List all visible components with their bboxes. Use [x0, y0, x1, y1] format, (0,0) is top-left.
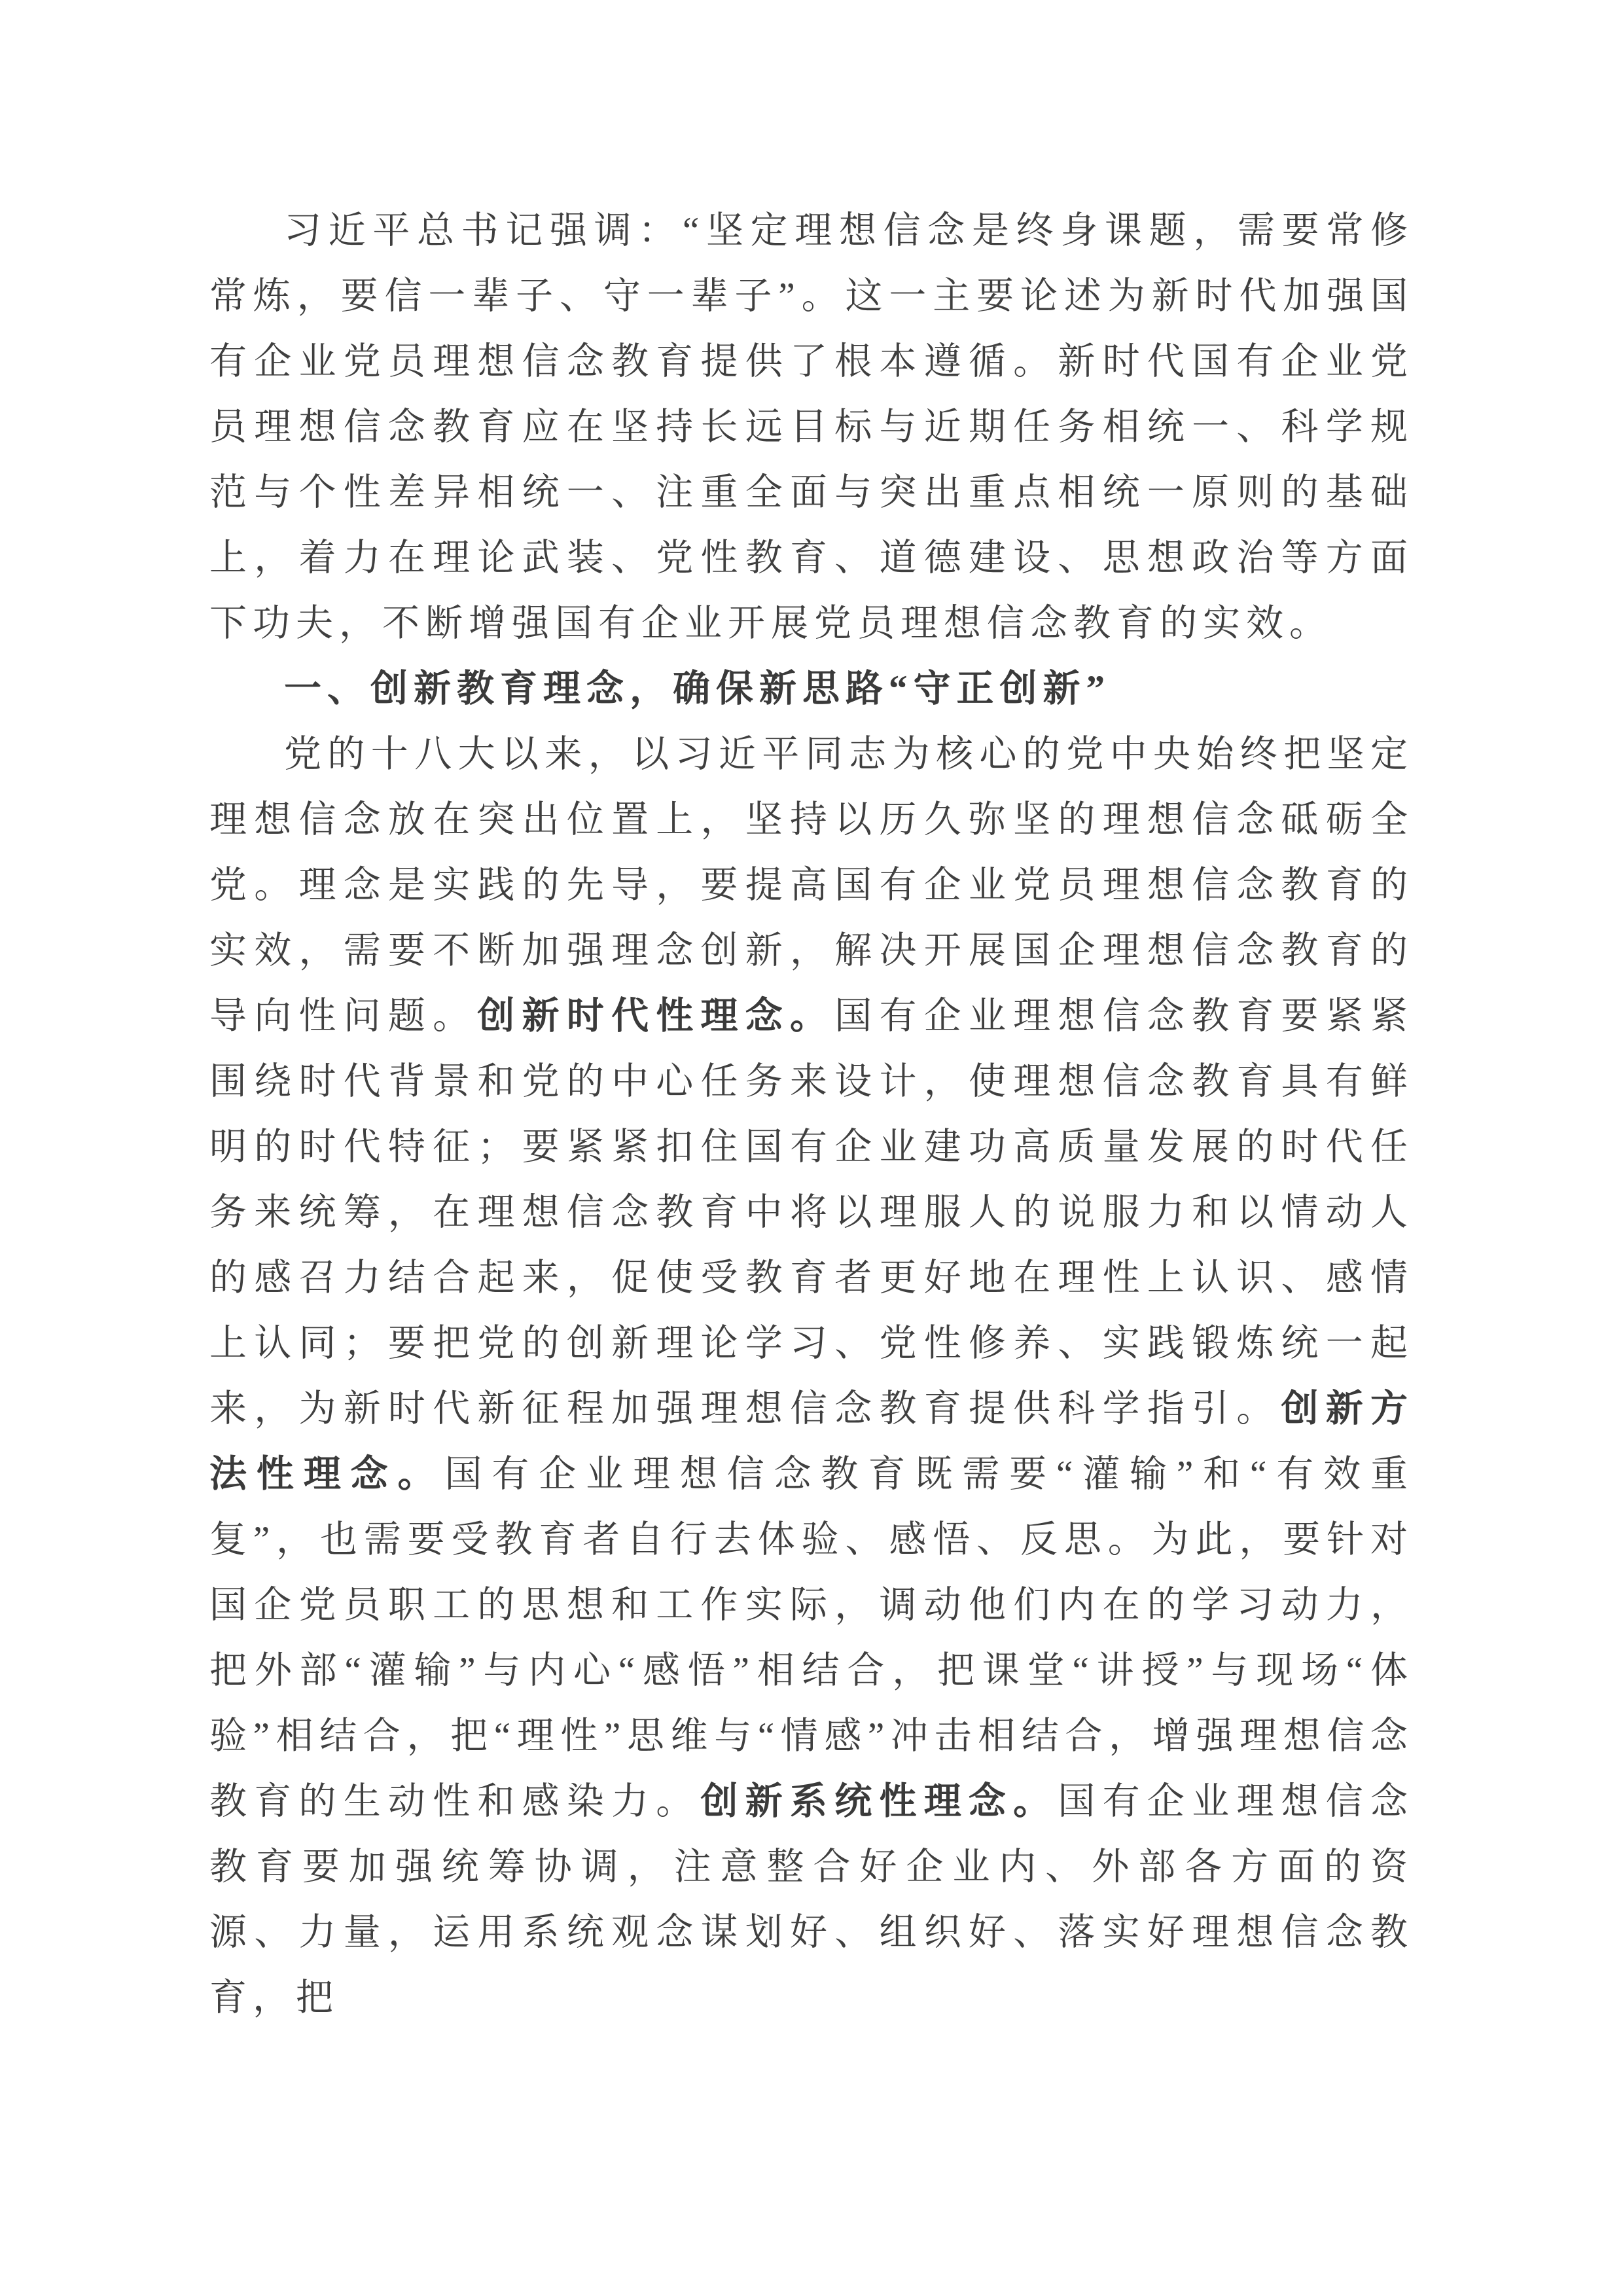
bold-text-run: 一、创新教育理念，确保新思路“守正创新”: [284, 668, 1111, 709]
text-run: 党的十八大以来，以习近平同志为核心的党中央始终把坚定理想信念放在突出位置上，坚持以历久弥坚的理想信念砥砺全党。理念是实践的先导，要提高国有企业党员理想信念教育的实效，需要不断加强理念创新，解决开展国企理想信念教育的导向性问题。: [209, 734, 1414, 1037]
document-body: [209, 198, 1414, 2031]
text-run: 国有企业理想信念教育既需要“灌输”和“有效重复”，也需要受教育者自行去体验、感悟、反思。为此，要针对国企党员职工的思想和工作实际，调动他们内在的学习动力，把外部“灌输”与内心“感悟”相结合，把课堂“讲授”与现场“体验”相结合，把“理性”思维与“情感”冲击相结合，增强理想信念教育的生动性和感染力。: [209, 1454, 1414, 1822]
bold-text-run: 创新方法性理念。: [209, 1388, 1414, 1495]
paragraph: [209, 198, 1414, 656]
text-run: 国有企业理想信念教育要紧紧围绕时代背景和党的中心任务来设计，使理想信念教育具有鲜明的时代特征；要紧紧扣住国有企业建功高质量发展的时代任务来统筹，在理想信念教育中将以理服人的说服力和以情动人的感召力结合起来，促使受教育者更好地在理性上认识、感情上认同；要把党的创新理论学习、党性修养、实践锻炼统一起来，为新时代新征程加强理想信念教育提供科学指引。: [209, 996, 1414, 1429]
bold-text-run: 创新系统性理念。: [700, 1781, 1058, 1822]
section-heading: [209, 656, 1414, 722]
bold-text-run: 创新时代性理念。: [477, 996, 835, 1037]
text-run: 习近平总书记强调：“坚定理想信念是终身课题，需要常修常炼，要信一辈子、守一辈子”。这一主要论述为新时代加强国有企业党员理想信念教育提供了根本遵循。新时代国有企业党员理想信念教育应在坚持长远目标与近期任务相统一、科学规范与个性差异相统一、注重全面与突出重点相统一原则的基础上，着力在理论武装、党性教育、道德建设、思想政治等方面下功夫，不断增强国有企业开展党员理想信念教育的实效。: [209, 210, 1414, 644]
paragraph: [209, 722, 1414, 2031]
text-run: 国有企业理想信念教育要加强统筹协调，注意整合好企业内、外部各方面的资源、力量，运用系统观念谋划好、组织好、落实好理想信念教育，把: [209, 1781, 1414, 2018]
